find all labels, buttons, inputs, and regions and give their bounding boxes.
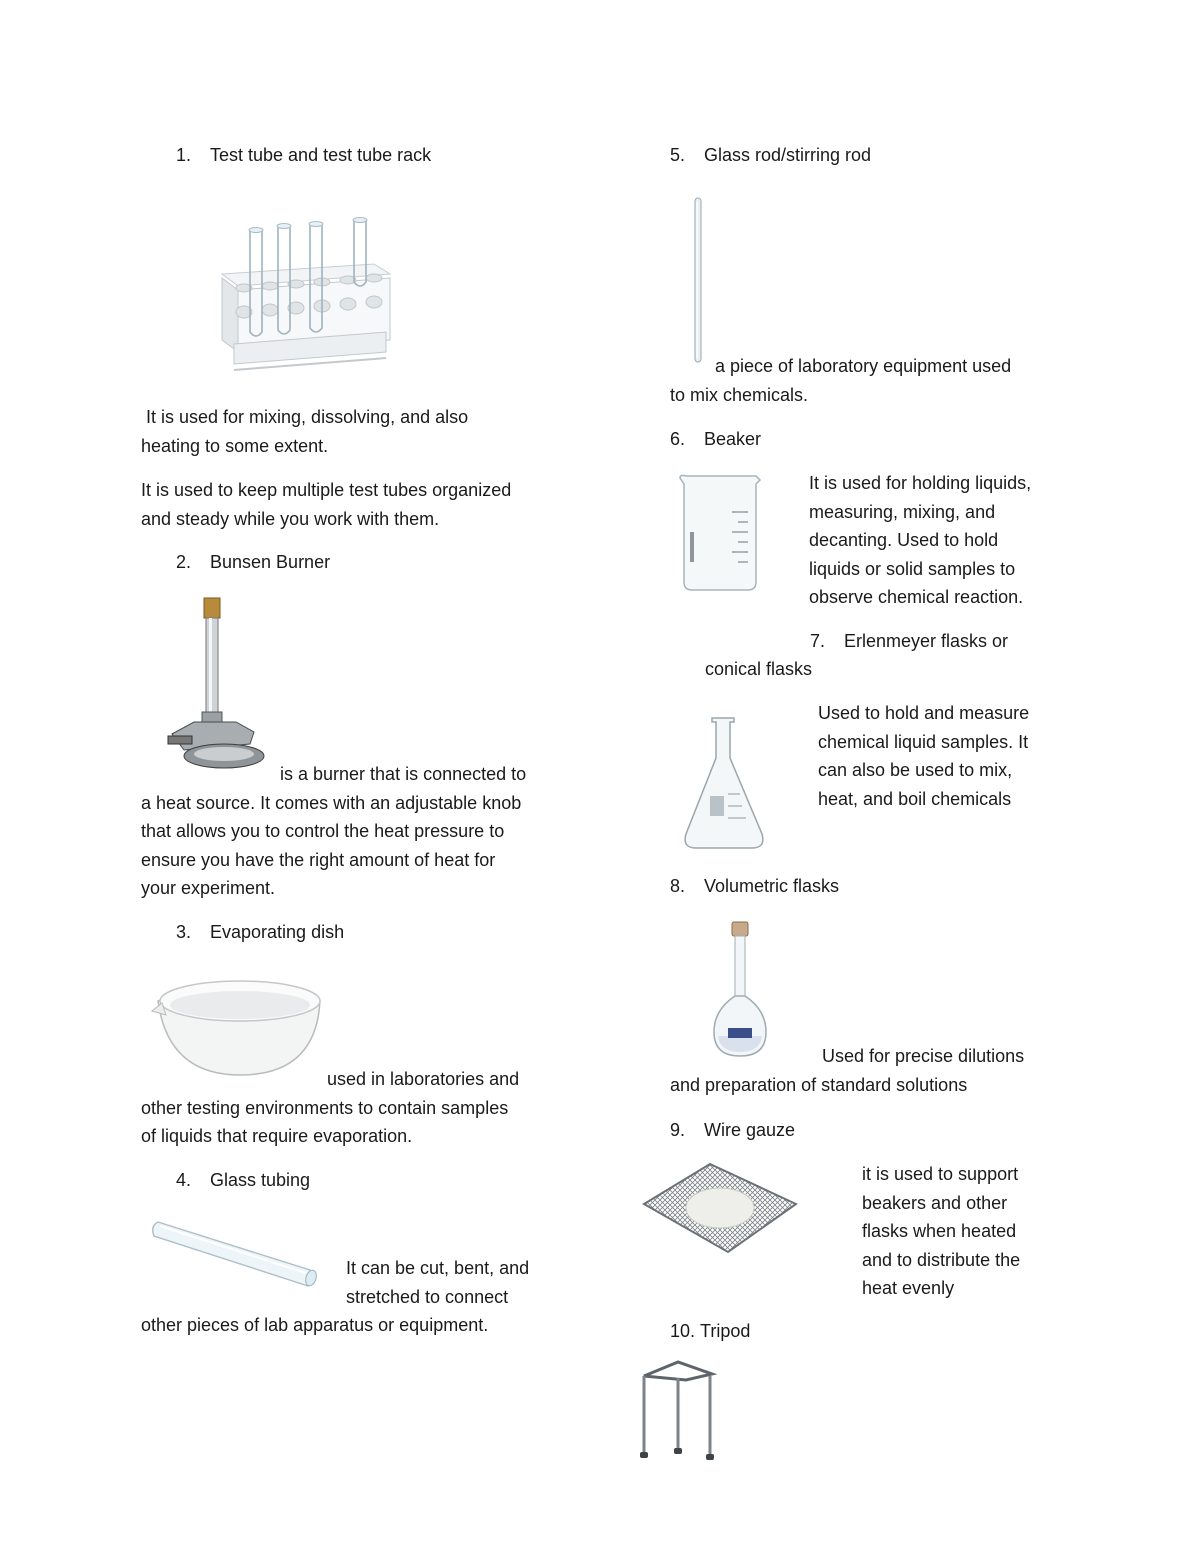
bunsen-burner-description: is a burner that is connected to a heat source. It comes with an adjustable knob that allows you to control the heat pressure to ensure you have the right amount of heat for your experiment. (141, 764, 527, 898)
test-tube-description: It is used for mixing, dissolving, and also heating to some extent. (141, 407, 469, 456)
glass-tubing-description: It can be cut, bent, and stretched to connect other pieces of lab apparatus or equipment. (141, 1258, 530, 1335)
heading-glass-rod: 5. Glass rod/stirring rod (670, 145, 872, 165)
heading-erlenmeyer-continued: conical flasks (705, 659, 813, 679)
heading-beaker: 6. Beaker (670, 429, 762, 449)
bunsen-burner-image (164, 594, 272, 780)
tripod-image (634, 1358, 722, 1466)
wire-gauze-image (640, 1160, 800, 1260)
heading-bunsen-burner: 2. Bunsen Burner (176, 552, 331, 572)
heading-test-tube: 1. Test tube and test tube rack (176, 145, 432, 165)
test-tube-rack-image (214, 212, 394, 380)
evaporating-dish-description: used in laboratories and other testing environments to contain samples of liquids that require evaporation. (141, 1069, 520, 1146)
glass-rod-image (690, 194, 706, 366)
heading-wire-gauze: 9. Wire gauze (670, 1120, 796, 1140)
glass-rod-description: a piece of laboratory equipment used to mix chemicals. (670, 356, 1012, 405)
erlenmeyer-flask-image (680, 714, 768, 854)
test-tube-rack-description: It is used to keep multiple test tubes organized and steady while you work with them. (141, 480, 512, 529)
heading-glass-tubing: 4. Glass tubing (176, 1170, 311, 1190)
wire-gauze-description: it is used to support beakers and other flasks when heated and to distribute the heat evenly (862, 1164, 1021, 1298)
volumetric-flask-image (708, 920, 772, 1060)
volumetric-flask-description: Used for precise dilutions and preparation of standard solutions (670, 1046, 1025, 1095)
heading-tripod: 10. Tripod (670, 1321, 751, 1341)
heading-volumetric-flasks: 8. Volumetric flasks (670, 876, 840, 896)
erlenmeyer-description: Used to hold and measure chemical liquid samples. It can also be used to mix, heat, and boil chemicals (818, 703, 1030, 809)
beaker-description: It is used for holding liquids, measuring, mixing, and decanting. Used to hold liquids or solid samples to observe chemical reaction. (809, 473, 1032, 607)
heading-erlenmeyer: 7. Erlenmeyer flasks or (810, 631, 1009, 651)
heading-evaporating-dish: 3. Evaporating dish (176, 922, 345, 942)
evaporating-dish-image (148, 975, 328, 1079)
beaker-image (676, 472, 766, 596)
